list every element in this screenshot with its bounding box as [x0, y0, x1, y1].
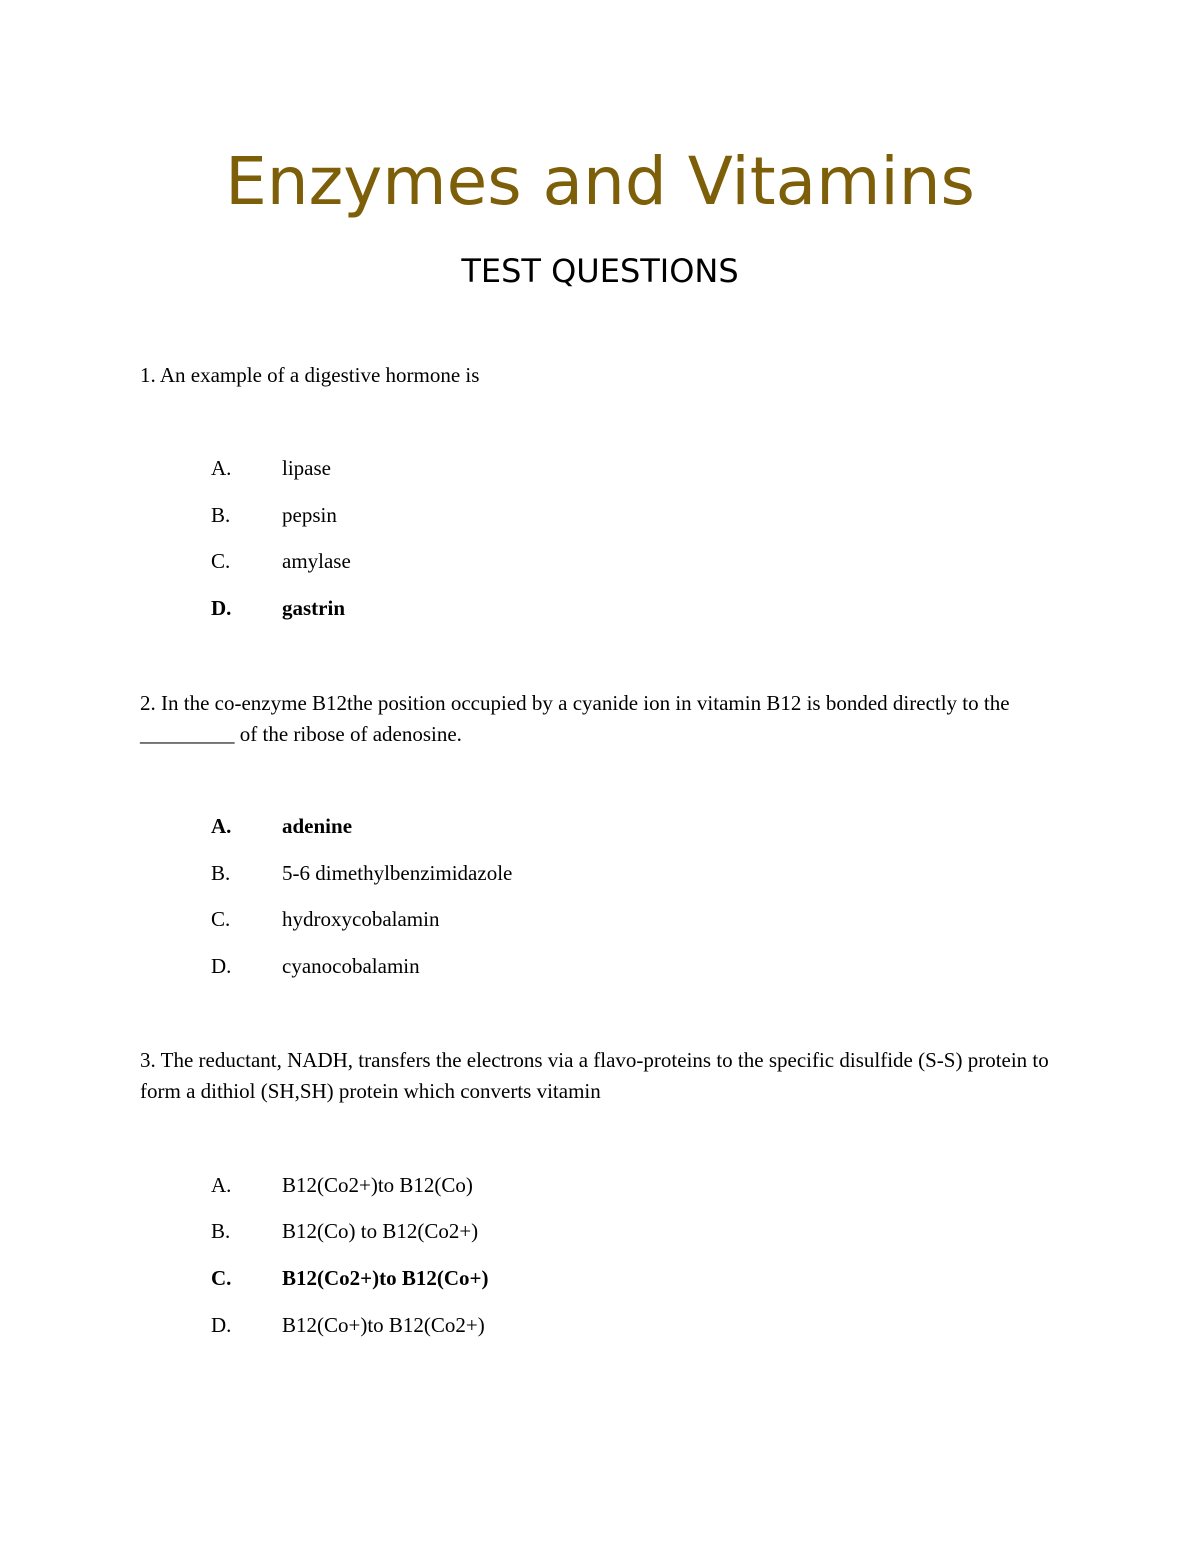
question-2-option-b: [211, 858, 1011, 888]
option-letter: D.: [211, 1313, 232, 1337]
option-letter: D.: [211, 954, 232, 978]
option-text: gastrin: [282, 596, 345, 620]
option-text: 5-6 dimethylbenzimidazole: [282, 861, 513, 885]
option-text: hydroxycobalamin: [282, 907, 440, 931]
option-letter: D.: [211, 596, 232, 620]
option-letter: C.: [211, 1266, 232, 1290]
question-3-option-b: [211, 1216, 1011, 1246]
option-text: pepsin: [282, 503, 337, 527]
option-letter: A.: [211, 1173, 232, 1197]
option-letter: C.: [211, 549, 231, 573]
question-1-option-d: [211, 593, 1011, 623]
option-text: B12(Co) to B12(Co2+): [282, 1219, 479, 1243]
option-letter: B.: [211, 861, 231, 885]
question-1-option-c: [211, 546, 1011, 576]
option-text: adenine: [282, 814, 353, 838]
option-letter: B.: [211, 1219, 231, 1243]
option-letter: B.: [211, 503, 231, 527]
document-title: Enzymes and Vitamins: [225, 143, 975, 220]
option-text: B12(Co2+)to B12(Co+): [282, 1266, 489, 1290]
question-2-option-a: [211, 811, 1011, 841]
question-2-text: 2. In the co-enzyme B12the position occupied by a cyanide ion in vitamin B12 is bonded directly to the _________ of the ribose of adenosine.: [140, 691, 1010, 746]
question-3-text: 3. The reductant, NADH, transfers the electrons via a flavo-proteins to the specific disulfide (S-S) protein to form a dithiol (SH,SH) protein which converts vitamin: [140, 1048, 1049, 1103]
option-text: B12(Co2+)to B12(Co): [282, 1173, 473, 1197]
document-subtitle: TEST QUESTIONS: [461, 252, 739, 290]
option-text: amylase: [282, 549, 351, 573]
option-letter: C.: [211, 907, 231, 931]
option-text: B12(Co+)to B12(Co2+): [282, 1313, 485, 1337]
question-3-option-c: [211, 1263, 1011, 1293]
question-2-option-d: [211, 951, 1011, 981]
question-1-text: 1. An example of a digestive hormone is: [140, 363, 480, 387]
option-letter: A.: [211, 456, 232, 480]
question-1-option-b: [211, 500, 1011, 530]
question-3-option-d: [211, 1310, 1011, 1340]
option-text: lipase: [282, 456, 331, 480]
question-2-option-c: [211, 904, 1011, 934]
question-3-option-a: [211, 1170, 1011, 1200]
option-letter: A.: [211, 814, 232, 838]
option-text: cyanocobalamin: [282, 954, 420, 978]
question-1-option-a: [211, 453, 1011, 483]
